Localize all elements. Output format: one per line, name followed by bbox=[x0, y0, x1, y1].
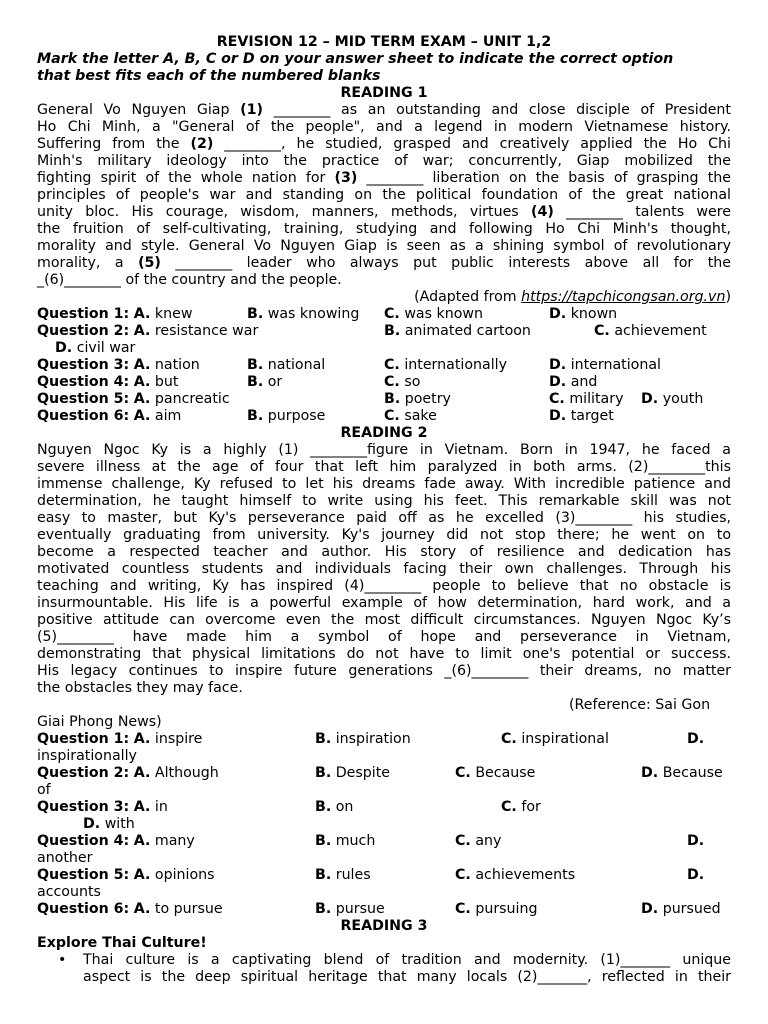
r1-question-3: Question 3: A. nation B. national C. internationally D. international bbox=[37, 357, 661, 373]
reading-2-reference-1: (Reference: Sai Gon bbox=[569, 697, 711, 713]
reading-3-subheading: Explore Thai Culture! bbox=[37, 935, 207, 951]
r2-question-2: Question 2: A. Although B. Despite C. Because D. Because bbox=[37, 765, 723, 781]
r2-line-10: insurmountable. His life is a powerful example of how determination, hard work, and a bbox=[37, 595, 731, 611]
r1-line-4: Minh's military ideology into the practice of war; concurrently, Giap mobilized the bbox=[37, 153, 731, 169]
r2-question-4-cont: another bbox=[37, 850, 93, 866]
reading-2-reference-2: Giai Phong News) bbox=[37, 714, 162, 730]
reading-1-source: (Adapted from https://tapchicongsan.org.vn) bbox=[414, 289, 731, 305]
r2-question-1-cont: inspirationally bbox=[37, 748, 137, 764]
r1-line-9: morality and style. General Vo Nguyen Giap is seen as a shining symbol of revolutionary bbox=[37, 238, 731, 254]
r1-line-7: unity bloc. His courage, wisdom, manners, methods, virtues (4) ________ talents were bbox=[37, 204, 731, 220]
r2-question-6: Question 6: A. to pursue B. pursue C. pursuing D. pursued bbox=[37, 901, 721, 917]
r2-question-5: Question 5: A. opinions B. rules C. achievements D. bbox=[37, 867, 705, 883]
r2-line-9: teaching and writing, Ky has inspired (4)________ people to believe that no obstacle is bbox=[37, 578, 731, 594]
r2-line-4: determination, he taught himself to write using his feet. This remarkable skill was not bbox=[37, 493, 731, 509]
r1-question-4: Question 4: A. but B. or C. so D. and bbox=[37, 374, 598, 390]
r1-question-1: Question 1: A. knew B. was knowing C. was known D. known bbox=[37, 306, 618, 322]
reading-2-passage bbox=[37, 442, 731, 697]
bullet-icon: • bbox=[58, 952, 67, 968]
r1-line-6: principles of people's war and standing on the political foundation of the great national bbox=[37, 187, 731, 203]
exam-title: REVISION 12 – MID TERM EXAM – UNIT 1,2 bbox=[216, 34, 552, 50]
r1-question-6: Question 6: A. aim B. purpose C. sake D. target bbox=[37, 408, 614, 424]
source-link[interactable]: https://tapchicongsan.org.vn bbox=[521, 289, 726, 305]
r1-line-10: morality, a (5) ________ leader who always put public interests above all for the bbox=[37, 255, 732, 271]
exam-page bbox=[37, 34, 731, 986]
r2-line-6: eventually graduating from university. Ky's journey did not stop there; he went on to bbox=[37, 527, 731, 543]
reading-1-passage bbox=[37, 102, 731, 289]
r1-line-3: Suffering from the (2) ________, he studied, grasped and creatively applied the Ho Chi bbox=[37, 136, 731, 152]
r1-question-2: Question 2: A. resistance war B. animated cartoon C. achievement bbox=[37, 323, 707, 339]
r1-line-1: General Vo Nguyen Giap (1) ________ as an outstanding and close disciple of President bbox=[37, 102, 731, 118]
r2-line-12: (5)________ have made him a symbol of hope and perseverance in Vietnam, bbox=[37, 629, 731, 645]
r2-line-2: severe illness at the age of four that left him paralyzed in both arms. (2)________this bbox=[37, 459, 731, 475]
r1-line-5: fighting spirit of the whole nation for (3) ________ liberation on the basis of grasping the bbox=[37, 170, 731, 186]
r2-question-5-cont: accounts bbox=[37, 884, 101, 900]
r2-line-15: the obstacles they may face. bbox=[37, 680, 243, 696]
r2-question-3: Question 3: A. in B. on C. for bbox=[37, 799, 541, 815]
reading-2-heading: READING 2 bbox=[340, 425, 428, 441]
reading-3-bullet-line-2: aspect is the deep spiritual heritage that many locals (2)_______, reflected in their bbox=[83, 969, 731, 985]
r1-line-2: Ho Chi Minh, a "General of the people", and a legend in modern Vietnamese history. bbox=[37, 119, 731, 135]
r2-line-11: positive attitude can overcome even the most difficult circumstances. Nguyen Ngoc Ky’s bbox=[37, 612, 731, 628]
r2-line-14: His legacy continues to inspire future generations _(6)________ their dreams, no matter bbox=[37, 663, 731, 679]
r1-line-11: _(6)________ of the country and the people. bbox=[37, 272, 342, 288]
r2-question-4: Question 4: A. many B. much C. any D. bbox=[37, 833, 705, 849]
r2-line-8: motivated countless students and individuals facing their own challenges. Through his bbox=[37, 561, 731, 577]
r2-question-3-cont: D. with bbox=[83, 816, 135, 832]
instruction-line-1: Mark the letter A, B, C or D on your answer sheet to indicate the correct option bbox=[37, 51, 674, 67]
r2-question-1: Question 1: A. inspire B. inspiration C. inspirational D. bbox=[37, 731, 705, 747]
reading-3-bullet-line-1: • Thai culture is a captivating blend of tradition and modernity. (1)_______ unique bbox=[58, 952, 731, 968]
r2-line-5: easy to master, but Ky's perseverance paid off as he excelled (3)________ his studies, bbox=[37, 510, 731, 526]
r2-line-7: become a respected teacher and author. His story of resilience and dedication has bbox=[37, 544, 731, 560]
r2-line-3: immense challenge, Ky refused to let his dreams fade away. With incredible patience and bbox=[37, 476, 731, 492]
r2-line-13: demonstrating that physical limitations do not have to limit one's potential or success. bbox=[37, 646, 731, 662]
r2-line-1: Nguyen Ngoc Ky is a highly (1) ________figure in Vietnam. Born in 1947, he faced a bbox=[37, 442, 731, 458]
r2-question-2-cont: of bbox=[37, 782, 51, 798]
reading-1-heading: READING 1 bbox=[340, 85, 428, 101]
instruction-line-2: that best fits each of the numbered blanks bbox=[37, 68, 381, 84]
r1-question-2-cont: D. civil war bbox=[55, 340, 136, 356]
reading-3-heading: READING 3 bbox=[340, 918, 428, 934]
r1-question-5: Question 5: A. pancreatic B. poetry C. military D. youth bbox=[37, 391, 704, 407]
r1-line-8: the fruition of self-cultivating, training, studying and following Ho Chi Minh's thought, bbox=[37, 221, 731, 237]
